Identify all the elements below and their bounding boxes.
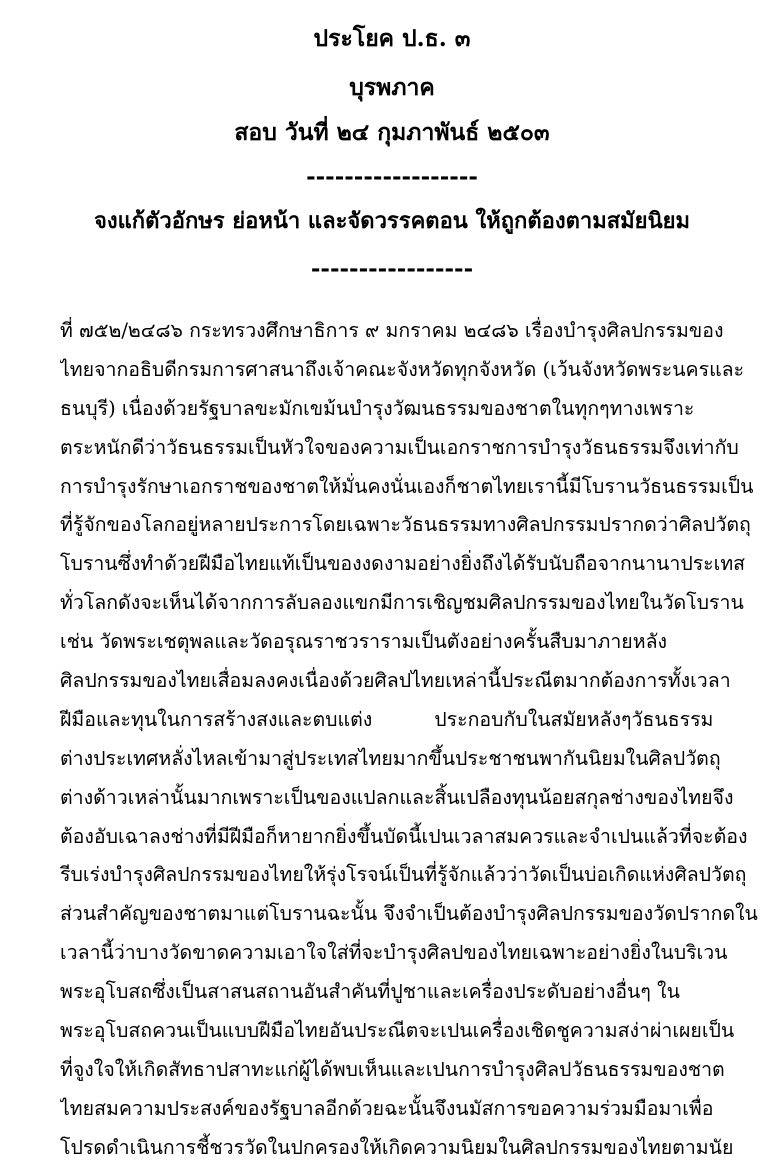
passage-line: โปรดดำเนินการชี้ชวรวัดในปกครองให้เกิดความนิยมในศิลปกรรมของไทยตามนัย bbox=[60, 1135, 734, 1159]
passage-line: ที่ ๗๕๒/๒๔๘๖ กระทรวงศึกษาธิการ ๙ มกราคม ๒๔๘๖ เรื่องบำรุงศิลปกรรมของ bbox=[60, 319, 724, 342]
exam-section-title: บุรพภาค bbox=[349, 74, 435, 101]
passage-line: การบำรุงรักษาเอกราชของชาตให้มั่นคงนั่นเองก็ชาตไทยเรานี้มีโบรานวัธนธรรมเป็น bbox=[60, 474, 754, 498]
exam-date: สอบ วันที่ ๒๔ กุมภาพันธ์ ๒๕๐๓ bbox=[234, 119, 550, 146]
passage-line: ธนบุรี) เนื่องด้วยรัฐบาลขะมักเขม้นบำรุงวัฒนธรรมของชาตในทุกๆทางเพราะ bbox=[60, 396, 695, 420]
passage-line: ทั่วโลกดังจะเห็นได้จากการลับลองแขกมีการเชิญชมศิลปกรรมของไทยในวัดโบราน bbox=[60, 591, 744, 615]
passage-line: ตระหนักดีว่าวัธนธรรมเป็นหัวใจของความเป็นเอกราชการบำรุงวัธนธรรมจึงเท่ากับ bbox=[60, 435, 739, 459]
exam-level-title: ประโยค ป.ธ. ๓ bbox=[313, 25, 471, 52]
passage-line: โบรานซึ่งทำด้วยฝีมือไทยแท้เป็นของงดงามอย่างยิ่งถึงได้รับนับถือจากนานาประเทส bbox=[60, 552, 746, 576]
passage-line: ต้องอับเฉาลงช่างที่มีฝีมือก็หายากยิ่งขึ้นบัดนี้เปนเวลาสมควรและจำเปนแล้วที่จะต้อง bbox=[60, 824, 748, 848]
passage-line: ฝีมือและทุนในการสร้างสงและตบแต่ง ประกอบกับในสมัยหลังๆวัธนธรรม bbox=[60, 707, 714, 731]
passage-line: ส่วนสำคัญของชาตมาแต่โบรานฉะนั้น จึงจำเป็นต้องบำรุงศิลปกรรมของวัดปรากดใน bbox=[60, 902, 758, 926]
passage-line: ไทยจากอธิบดีกรมการศาสนาถึงเจ้าคณะจังหวัดทุกจังหวัด (เว้นจังหวัดพระนครและ bbox=[60, 357, 745, 381]
passage-line: พระอุโบสถซึ่งเป็นสาสนสถานอันสำคันที่ปูชาและเครื่องประดับอย่างอื่นๆ ใน bbox=[60, 980, 680, 1004]
passage-line: ที่รู้จักของโลกอยู่หลายประการโดยเฉพาะวัธนธรรมทางศิลปกรรมปรากดว่าศิลปวัตถุ bbox=[60, 513, 751, 537]
passage-line: ต่างประเทศหลั่งไหลเข้ามาสู่ประเทสไทยมากขึ้นประชาชนพากันนิยมในศิลปวัตถุ bbox=[60, 746, 721, 770]
instruction-heading: จงแก้ตัวอักษร ย่อหน้า และจัดวรรคตอน ให้ถูกต้องตามสมัยนิยม bbox=[93, 208, 691, 234]
passage-line: ที่จูงใจให้เกิดสัทธาปสาทะแก่ผู้ได้พบเห็นและเปนการบำรุงศิลปวัธนธรรมของชาต bbox=[60, 1057, 725, 1081]
passage-line: ศิลปกรรมของไทยเสื่อมลงคงเนื่องด้วยศิลปไทยเหล่านี้ประณีตมากต้องการทั้งเวลา bbox=[60, 669, 731, 693]
passage-line: ต่างด้าวเหล่านั้นมากเพราะเป็นของแปลกและสิ้นเปลืองทุนน้อยสกุลช่างของไทยจึง bbox=[60, 785, 734, 809]
passage-line: เวลานี้ว่าบางวัดขาดความเอาใจใส่ที่จะบำรุงศิลปของไทยเฉพาะอย่างยิ่งในบริเวน bbox=[60, 941, 728, 965]
passage-line: เช่น วัดพระเชตุพลและวัดอรุณราชวรารามเป็นตังอย่างครั้นสืบมาภายหลัง bbox=[60, 630, 668, 654]
exam-passage bbox=[60, 312, 758, 1168]
passage-line: ไทยสมความประสงค์ของรัฐบาลอีกด้วยฉะนั้นจึงนมัสการขอความร่วมมือมาเพื่อ bbox=[60, 1096, 714, 1120]
passage-line: พระอุโบสถควนเป็นแบบฝีมือไทยอันประณีตจะเปนเครื่องเชิดชูความสง่าผ่าเผยเป็น bbox=[60, 1019, 735, 1043]
separator-line: ------------------ bbox=[306, 163, 478, 190]
passage-line: รีบเร่งบำรุงศิลปกรรมของไทยให้รุ่งโรจน์เป็นที่รู้จักแล้วว่าวัดเป็นบ่อเกิดแห่งศิลปวัตถุ bbox=[60, 863, 747, 887]
separator-line: ----------------- bbox=[310, 255, 474, 282]
